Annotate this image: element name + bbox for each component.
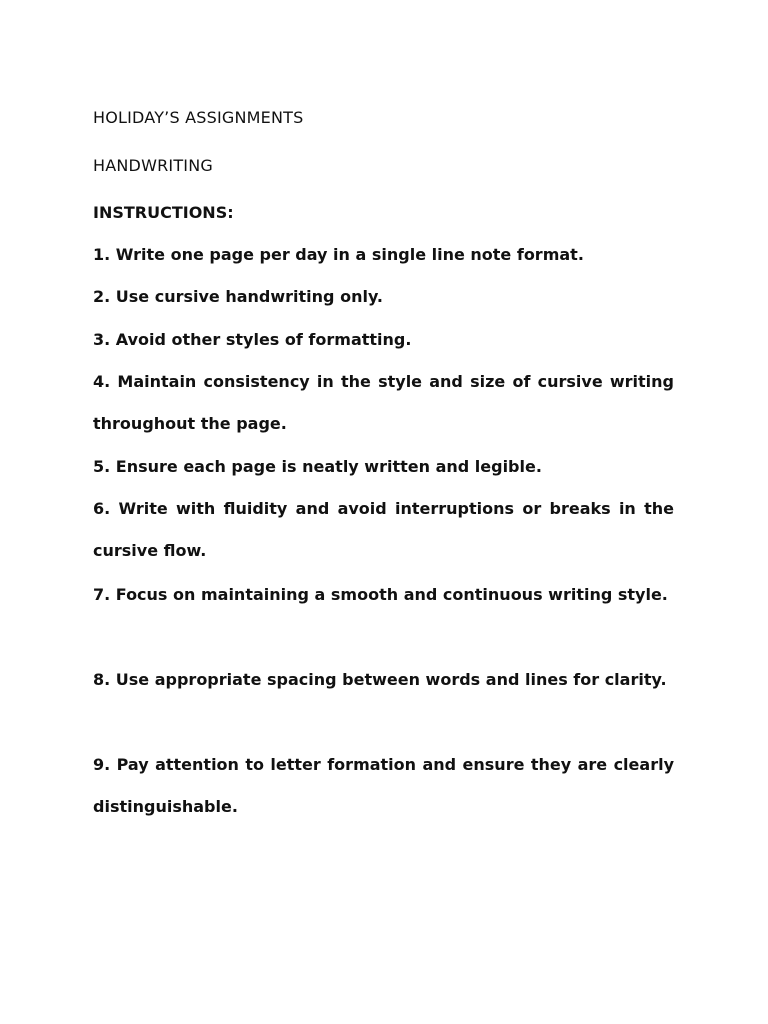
instruction-item-9: 9. Pay attention to letter formation and ensure they are clearly distinguishable. (93, 755, 674, 816)
instructions-label: INSTRUCTIONS: (93, 203, 234, 222)
document-title: HOLIDAY’S ASSIGNMENTS (93, 108, 304, 127)
subject-heading: HANDWRITING (93, 156, 213, 175)
instruction-item-6: 6. Write with fluidity and avoid interruptions or breaks in the cursive flow. (93, 499, 674, 560)
instruction-item-4: 4. Maintain consistency in the style and size of cursive writing throughout the page. (93, 372, 674, 433)
instruction-item-7: 7. Focus on maintaining a smooth and continuous writing style. (93, 585, 668, 604)
instruction-item-1: 1. Write one page per day in a single line note format. (93, 245, 584, 264)
instruction-item-3: 3. Avoid other styles of formatting. (93, 330, 412, 349)
instruction-item-8: 8. Use appropriate spacing between words and lines for clarity. (93, 670, 667, 689)
instruction-item-5: 5. Ensure each page is neatly written and legible. (93, 457, 542, 476)
instruction-item-2: 2. Use cursive handwriting only. (93, 287, 383, 306)
